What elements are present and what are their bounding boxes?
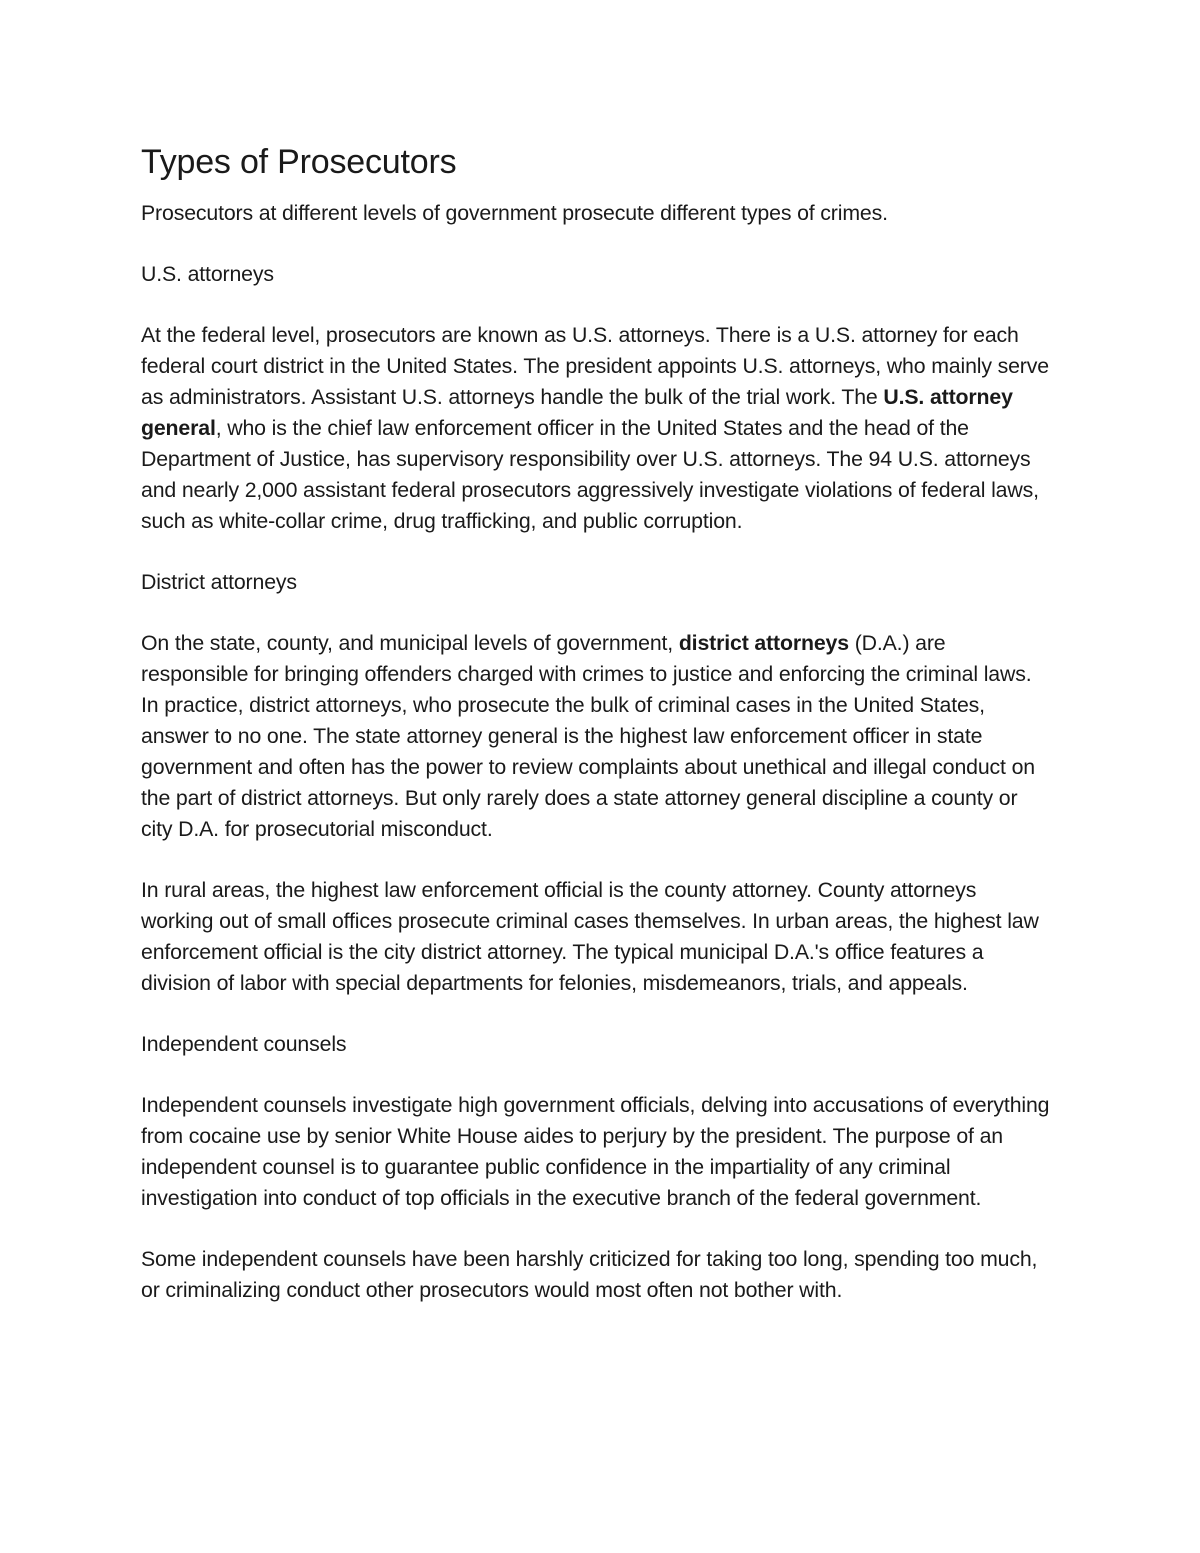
section-heading-independent-counsels: Independent counsels [141,1032,347,1056]
section-heading-us-attorneys: U.S. attorneys [141,262,274,286]
text-run: At the federal level, prosecutors are known as U.S. attorneys. There is a U.S. attorney for each federal court district in the United States. The president appoints U.S. attorneys, who mainly serve as administrators. Assistant U.S. attorneys handle the bulk of the trial work. The [141,323,1049,409]
document-title: Types of Prosecutors [141,143,457,181]
intro-paragraph: Prosecutors at different levels of government prosecute different types of crimes. [141,201,888,225]
text-run: On the state, county, and municipal levels of government, [141,631,679,655]
section-heading-district-attorneys: District attorneys [141,570,297,594]
document-body [141,140,1053,1336]
us-attorneys-paragraph [141,320,1053,537]
district-attorneys-paragraph-2: In rural areas, the highest law enforcement official is the county attorney. County attorneys working out of small offices prosecute criminal cases themselves. In urban areas, the highest law enforcement official is the city district attorney. The typical municipal D.A.'s office features a division of labor with special departments for felonies, misdemeanors, trials, and appeals. [141,878,1039,995]
bold-term-district-attorneys: district attorneys [678,631,849,655]
district-attorneys-paragraph-1 [141,628,1053,845]
independent-counsels-paragraph-1: Independent counsels investigate high government officials, delving into accusations of everything from cocaine use by senior White House aides to perjury by the president. The purpose of an independent counsel is to guarantee public confidence in the impartiality of any criminal investigation into conduct of top officials in the executive branch of the federal government. [141,1093,1050,1210]
independent-counsels-paragraph-2: Some independent counsels have been harshly criticized for taking too long, spending too much, or criminalizing conduct other prosecutors would most often not bother with. [141,1247,1038,1302]
text-run: , who is the chief law enforcement officer in the United States and the head of the Department of Justice, has supervisory responsibility over U.S. attorneys. The 94 U.S. attorneys and nearly 2,000 assistant federal prosecutors aggressively investigate violations of federal laws, such as white-collar crime, drug trafficking, and public corruption. [141,416,1039,533]
bold-term-us-attorney-general: U.S. attorney general [141,385,1013,440]
text-run: (D.A.) are responsible for bringing offenders charged with crimes to justice and enforcing the criminal laws. In practice, district attorneys, who prosecute the bulk of criminal cases in the United States, answer to no one. The state attorney general is the highest law enforcement officer in state government and often has the power to review complaints about unethical and illegal conduct on the part of district attorneys. But only rarely does a state attorney general discipline a county or city D.A. for prosecutorial misconduct. [141,631,1035,841]
